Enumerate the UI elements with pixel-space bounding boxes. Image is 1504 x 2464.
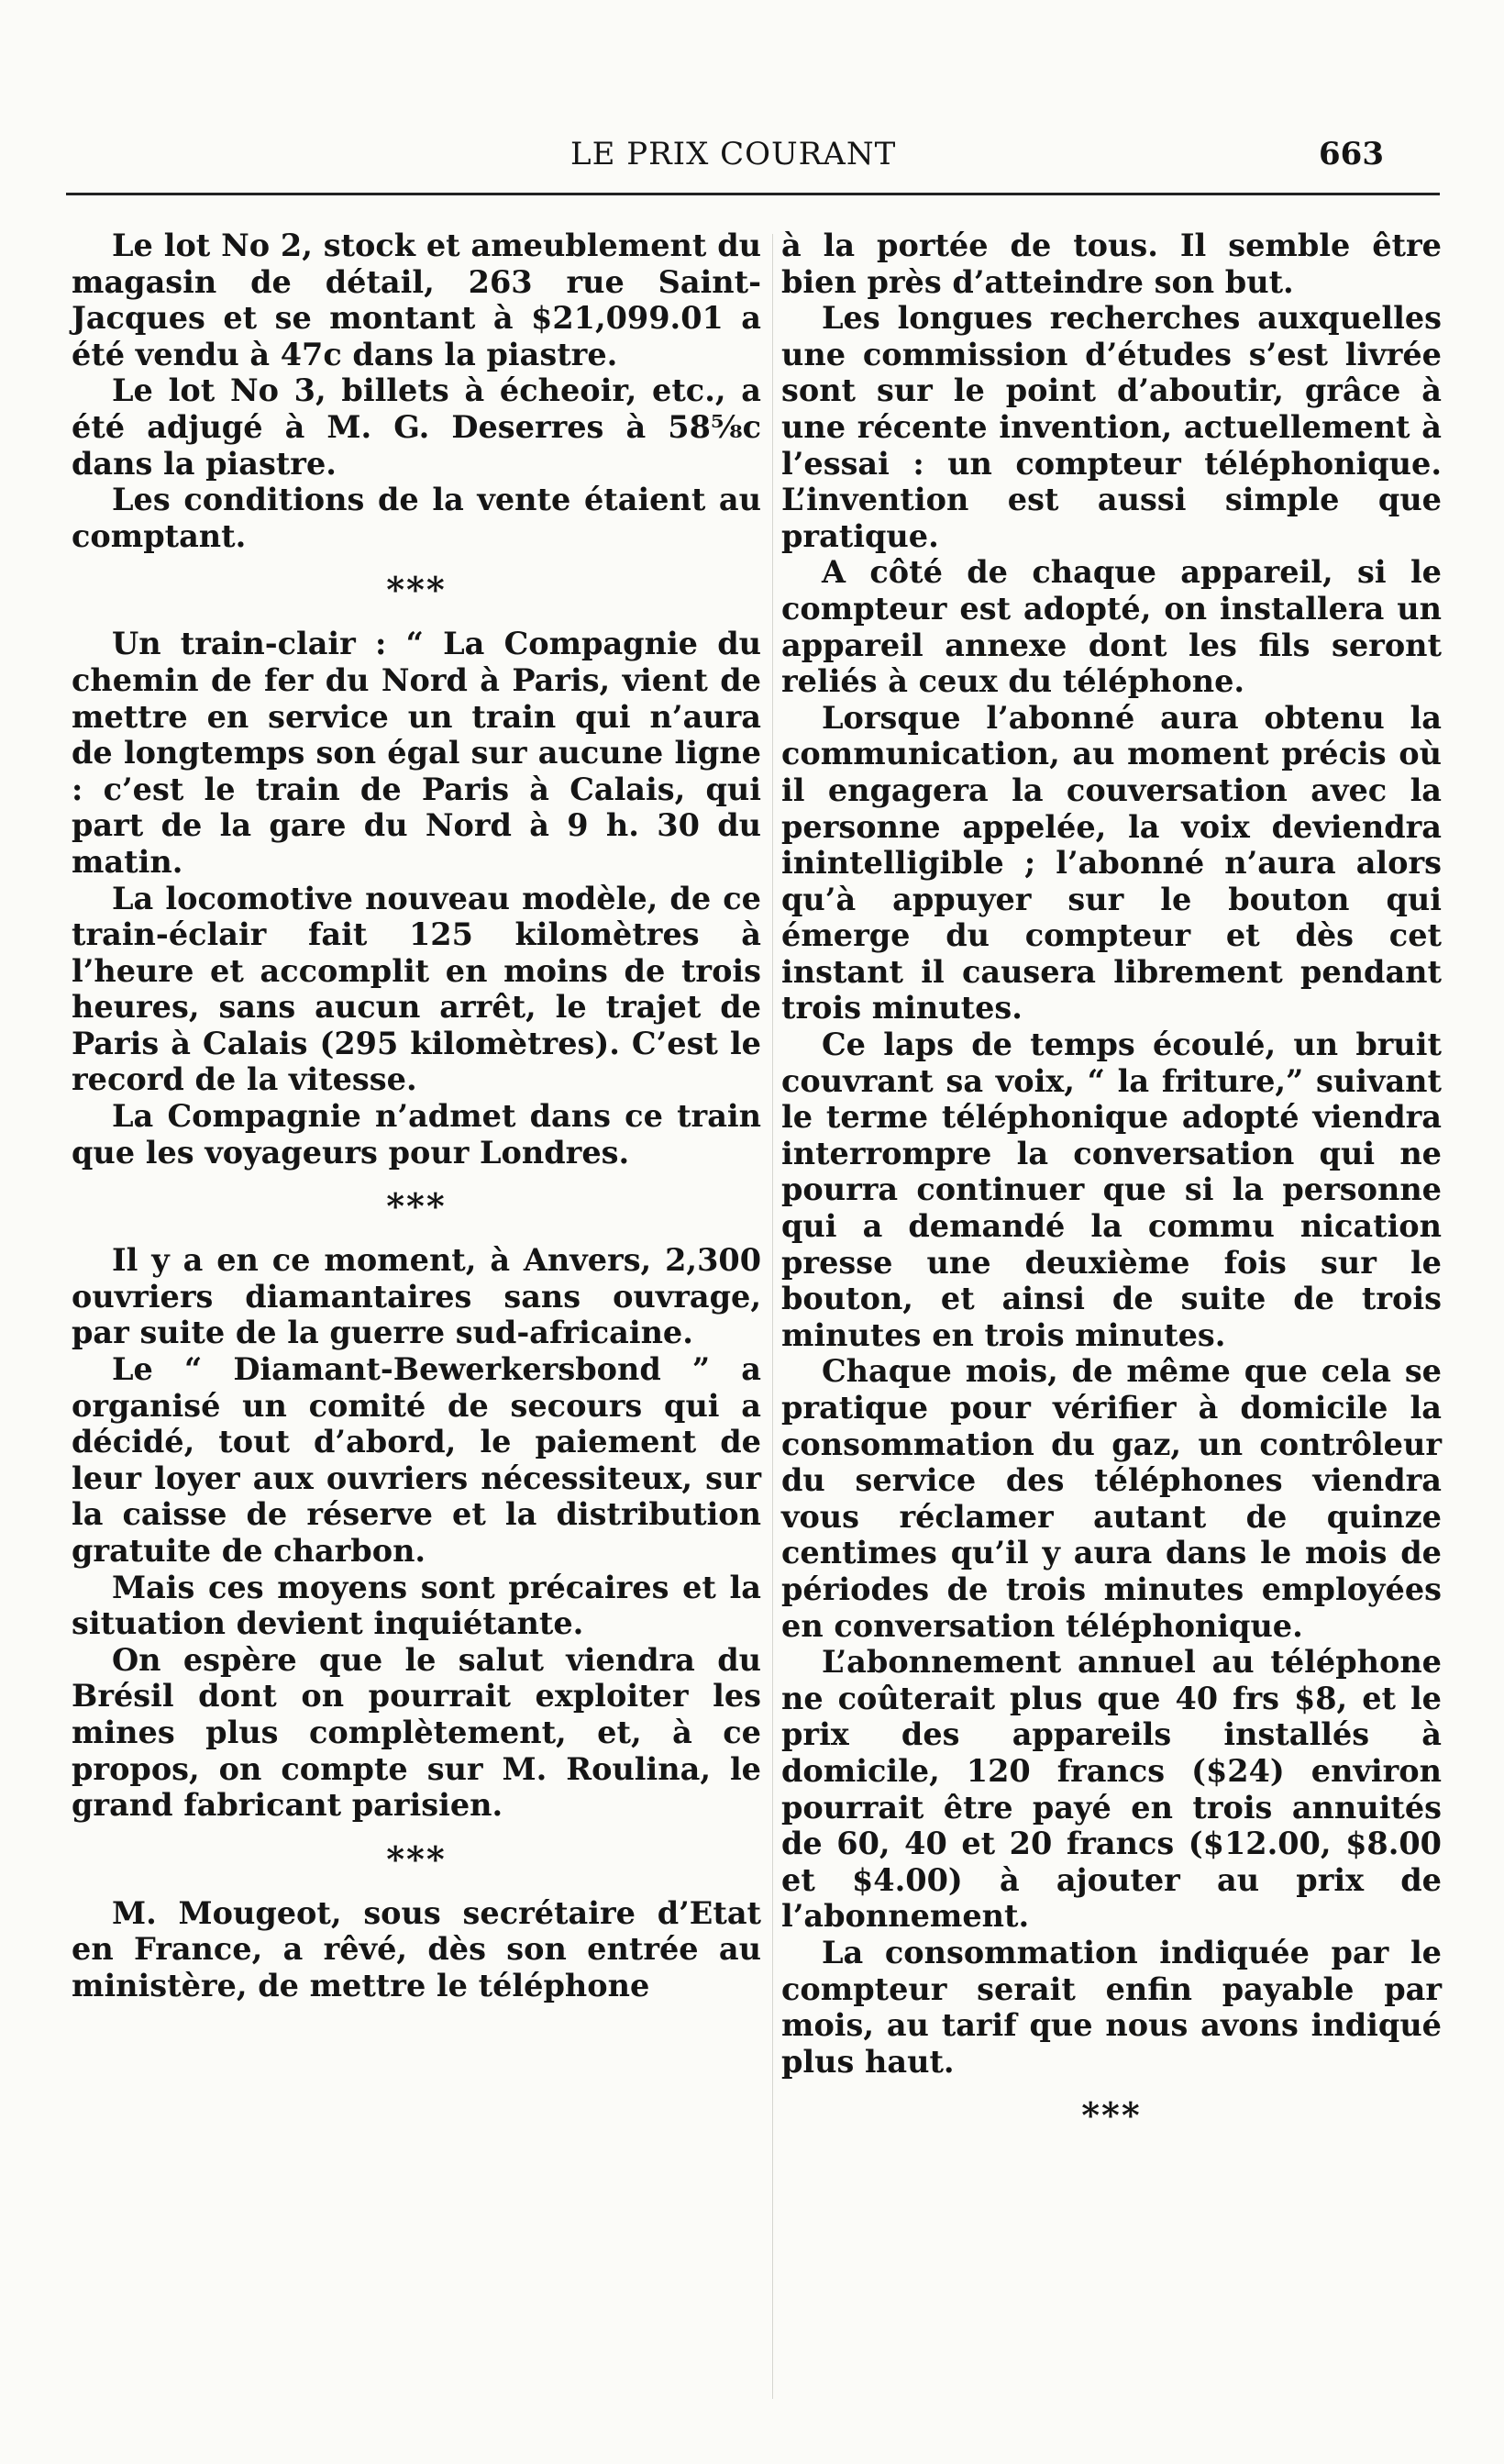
paragraph-train-clair: Un train-clair : “ La Compagnie du chemin de fer du Nord à Paris, vient de mettre en service un train qui n’aura de longtemps son égal sur aucune ligne : c’est le train de Paris à Calais, qui part de la gare du Nord à 9 h. 30 du matin. <box>72 626 761 880</box>
section-separator: *** <box>386 1837 447 1880</box>
section-separator: *** <box>386 1185 447 1227</box>
page-number: 663 <box>1319 136 1384 172</box>
section-separator: *** <box>386 569 447 611</box>
header-rule <box>66 193 1440 195</box>
running-title: LE PRIX COURANT <box>570 136 897 172</box>
paragraph-bewerkersbond: Le “ Diamant-Bewerkersbond ” a organisé un comité de secours qui a décidé, tout d’abord, le paiement de leur loyer aux ouvriers nécessiteux, sur la caisse de réserve et la distribution gratuite de charbon. <box>72 1351 761 1569</box>
paragraph-abonne: Lorsque l’abonné aura obtenu la communication, au moment précis où il engagera la couversation avec la personne appelée, la voix deviendra inintelligible ; l’abonné n’aura alors qu’à appuyer sur le bouton qui émerge du compteur et dès cet instant il causera librement pendant trois minutes. <box>781 699 1442 1027</box>
paragraph-abonnement: L’abonnement annuel au téléphone ne coûterait plus que 40 frs $8, et le prix des appareils installés à domicile, 120 francs ($24) environ pourrait être payé en trois annuités de 60, 40 et 20 francs ($12.00, $8.00 et $4.00) à ajouter au prix de l’abonnement. <box>781 1644 1442 1935</box>
paragraph-lot-3: Le lot No 3, billets à écheoir, etc., a été adjugé à M. G. Deserres à 58⅝c dans la piastre. <box>72 372 761 482</box>
column-divider <box>772 234 773 2399</box>
right-column <box>781 228 1442 2151</box>
paragraph-locomotive: La locomotive nouveau modèle, de ce train-éclair fait 125 kilomètres à l’heure et accomplit en moins de trois heures, sans aucun arrêt, le trajet de Paris à Calais (295 kilomètres). C’est le record de la vitesse. <box>72 880 761 1098</box>
paragraph-chaque-mois: Chaque mois, de même que cela se pratique pour vérifier à domicile la consommation du gaz, un contrôleur du service des téléphones viendra vous réclamer autant de quinze centimes qu’il y aura dans le mois de périodes de trois minutes employées en conversation téléphonique. <box>781 1353 1442 1644</box>
left-column <box>72 228 761 2004</box>
paragraph-lot-2: Le lot No 2, stock et ameublement du magasin de détail, 263 rue Saint-Jacques et se montant à $21,099.01 a été vendu à 47c dans la piastre. <box>72 228 761 372</box>
paragraph-portee: à la portée de tous. Il semble être bien près d’atteindre son but. <box>781 228 1442 300</box>
page-header <box>0 136 1504 191</box>
paragraph-conditions: Les conditions de la vente étaient au comptant. <box>72 482 761 554</box>
paragraph-appareil: A côté de chaque appareil, si le compteur est adopté, on installera un appareil annexe dont les fils seront reliés à ceux du téléphone. <box>781 554 1442 700</box>
paragraph-bresil: On espère que le salut viendra du Brésil dont on pourrait exploiter les mines plus complètement, et, à ce propos, on compte sur M. Roulina, le grand fabricant parisien. <box>72 1641 761 1824</box>
paragraph-consommation: La consommation indiquée par le compteur serait enfin payable par mois, au tarif que nous avons indiqué plus haut. <box>781 1934 1442 2080</box>
paragraph-mougeot: M. Mougeot, sous secrétaire d’Etat en France, a rêvé, dès son entrée au ministère, de mettre le téléphone <box>72 1894 761 2003</box>
section-separator: *** <box>1081 2094 1142 2137</box>
paragraph-laps: Ce laps de temps écoulé, un bruit couvrant sa voix, “ la friture,” suivant le terme téléphonique adopté viendra interrompre la conversation qui ne pourra continuer que si la personne qui a demandé la commu nication presse une deuxième fois sur le bouton, et ainsi de suite de trois minutes en trois minutes. <box>781 1027 1442 1353</box>
paragraph-moyens: Mais ces moyens sont précaires et la situation devient inquiétante. <box>72 1569 761 1642</box>
paragraph-compagnie: La Compagnie n’admet dans ce train que les voyageurs pour Londres. <box>72 1098 761 1171</box>
paragraph-anvers: Il y a en ce moment, à Anvers, 2,300 ouvriers diamantaires sans ouvrage, par suite de la guerre sud-africaine. <box>72 1242 761 1351</box>
paragraph-recherches: Les longues recherches auxquelles une commission d’études s’est livrée sont sur le point d’aboutir, grâce à une récente invention, actuellement à l’essai : un compteur téléphonique. L’invention est aussi simple que pratique. <box>781 300 1442 554</box>
